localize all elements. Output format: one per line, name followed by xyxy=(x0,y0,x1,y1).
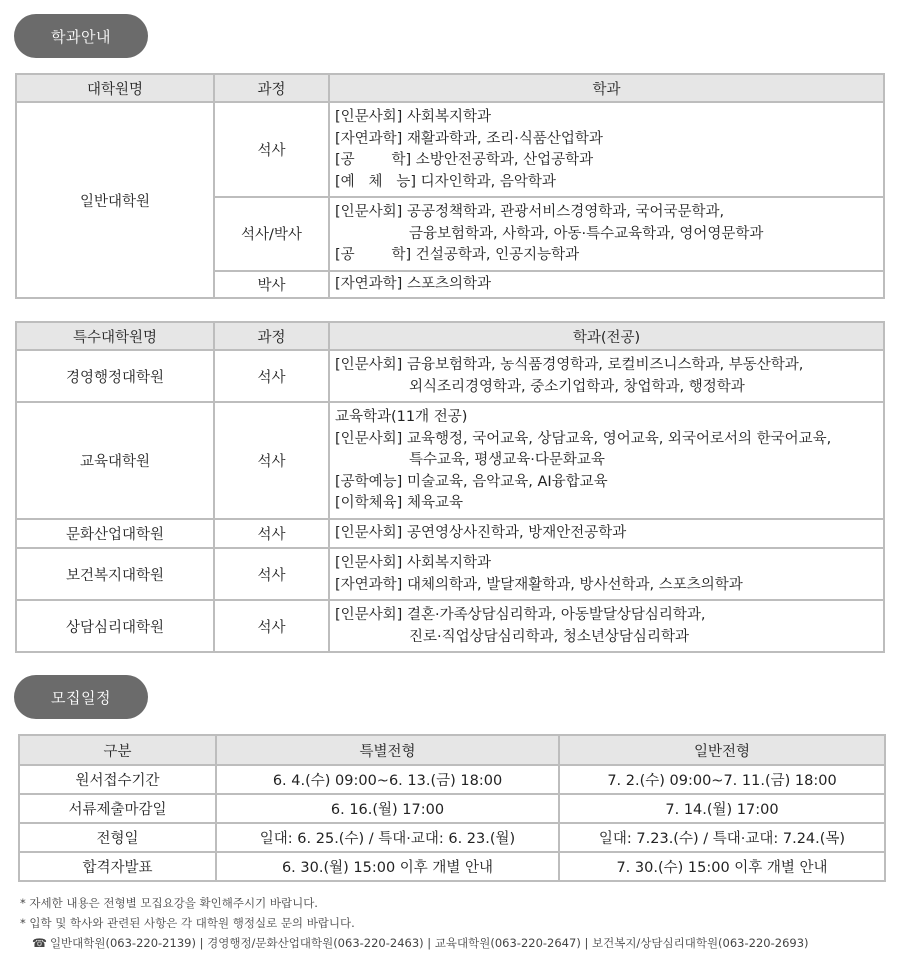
course-name: 석사 xyxy=(214,519,329,549)
contact-phone-list: 일반대학원(063-220-2139) | 경영행정/문화산업대학원(063-220-2463) | 교육대학원(063-220-2647) | 보건복지/상담심리대학원(063-220-2693) xyxy=(49,936,809,950)
table-row xyxy=(19,823,885,852)
general-value: 7. 2.(수) 09:00~7. 11.(금) 18:00 xyxy=(559,765,885,794)
contact-phones xyxy=(20,933,809,953)
department-list: [인문사회] 금융보험학과, 농식품경영학과, 로컬비즈니스학과, 부동산학과, 외식조리경영학과, 중소기업학과, 창업학과, 행정학과 xyxy=(329,350,884,402)
table-row xyxy=(16,350,884,402)
table-row xyxy=(16,402,884,519)
school-name: 경영행정대학원 xyxy=(16,350,214,402)
table-row xyxy=(19,794,885,823)
course-name: 석사 xyxy=(214,402,329,519)
school-name: 문화산업대학원 xyxy=(16,519,214,549)
school-name: 일반대학원 xyxy=(16,102,214,298)
header-department: 학과 xyxy=(329,74,884,102)
header-course: 과정 xyxy=(214,74,329,102)
course-name: 석사 xyxy=(214,102,329,197)
footnote-2: * 입학 및 학사와 관련된 사항은 각 대학원 행정실로 문의 바랍니다. xyxy=(20,916,355,930)
table-row xyxy=(19,765,885,794)
school-name: 상담심리대학원 xyxy=(16,600,214,652)
footnote-1: * 자세한 내용은 전형별 모집요강을 확인해주시기 바랍니다. xyxy=(20,896,318,910)
course-name: 석사/박사 xyxy=(214,197,329,271)
table-row xyxy=(19,852,885,881)
course-name: 석사 xyxy=(214,548,329,600)
course-name: 박사 xyxy=(214,271,329,299)
table-row xyxy=(16,102,884,197)
table-header-row xyxy=(16,322,884,350)
course-name: 석사 xyxy=(214,600,329,652)
schedule-table xyxy=(18,734,886,882)
general-value: 7. 14.(월) 17:00 xyxy=(559,794,885,823)
footnotes xyxy=(20,893,809,953)
phone-icon: ☎ xyxy=(32,936,47,950)
special-value: 6. 4.(수) 09:00~6. 13.(금) 18:00 xyxy=(216,765,559,794)
department-list: [인문사회] 결혼·가족상담심리학과, 아동발달상담심리학과, 진로·직업상담심리학과, 청소년상담심리학과 xyxy=(329,600,884,652)
table-header-row xyxy=(16,74,884,102)
school-name: 보건복지대학원 xyxy=(16,548,214,600)
header-category: 구분 xyxy=(19,735,216,765)
schedule-label: 합격자발표 xyxy=(19,852,216,881)
special-value: 6. 30.(월) 15:00 이후 개별 안내 xyxy=(216,852,559,881)
header-school: 대학원명 xyxy=(16,74,214,102)
schedule-label: 전형일 xyxy=(19,823,216,852)
table-row xyxy=(16,600,884,652)
department-list: [인문사회] 공공정책학과, 관광서비스경영학과, 국어국문학과, 금융보험학과, 사학과, 아동·특수교육학과, 영어영문학과 [공 학] 건설공학과, 인공지능학과 xyxy=(329,197,884,271)
section-title-recruitment-schedule: 모집일정 xyxy=(14,675,148,719)
general-value: 일대: 7.23.(수) / 특대·교대: 7.24.(목) xyxy=(559,823,885,852)
schedule-label: 서류제출마감일 xyxy=(19,794,216,823)
header-course: 과정 xyxy=(214,322,329,350)
department-list: [자연과학] 스포츠의학과 xyxy=(329,271,884,299)
table-header-row xyxy=(19,735,885,765)
header-general-admission: 일반전형 xyxy=(559,735,885,765)
table-row xyxy=(16,519,884,549)
header-special-admission: 특별전형 xyxy=(216,735,559,765)
header-school: 특수대학원명 xyxy=(16,322,214,350)
department-list: [인문사회] 사회복지학과 [자연과학] 대체의학과, 발달재활학과, 방사선학과, 스포츠의학과 xyxy=(329,548,884,600)
department-list: [인문사회] 사회복지학과 [자연과학] 재활과학과, 조리·식품산업학과 [공 학] 소방안전공학과, 산업공학과 [예 체 능] 디자인학과, 음악학과 xyxy=(329,102,884,197)
special-graduate-table xyxy=(15,321,885,653)
table-row xyxy=(16,548,884,600)
general-value: 7. 30.(수) 15:00 이후 개별 안내 xyxy=(559,852,885,881)
special-value: 6. 16.(월) 17:00 xyxy=(216,794,559,823)
general-graduate-table xyxy=(15,73,885,299)
department-list: [인문사회] 공연영상사진학과, 방재안전공학과 xyxy=(329,519,884,549)
schedule-label: 원서접수기간 xyxy=(19,765,216,794)
special-value: 일대: 6. 25.(수) / 특대·교대: 6. 23.(월) xyxy=(216,823,559,852)
header-department: 학과(전공) xyxy=(329,322,884,350)
section-title-department-guide: 학과안내 xyxy=(14,14,148,58)
course-name: 석사 xyxy=(214,350,329,402)
school-name: 교육대학원 xyxy=(16,402,214,519)
department-list: 교육학과(11개 전공) [인문사회] 교육행정, 국어교육, 상담교육, 영어교육, 외국어로서의 한국어교육, 특수교육, 평생교육·다문화교육 [공학예능] 미술교육, 음악교육, AI융합교육 [이학체육] 체육교육 xyxy=(329,402,884,519)
